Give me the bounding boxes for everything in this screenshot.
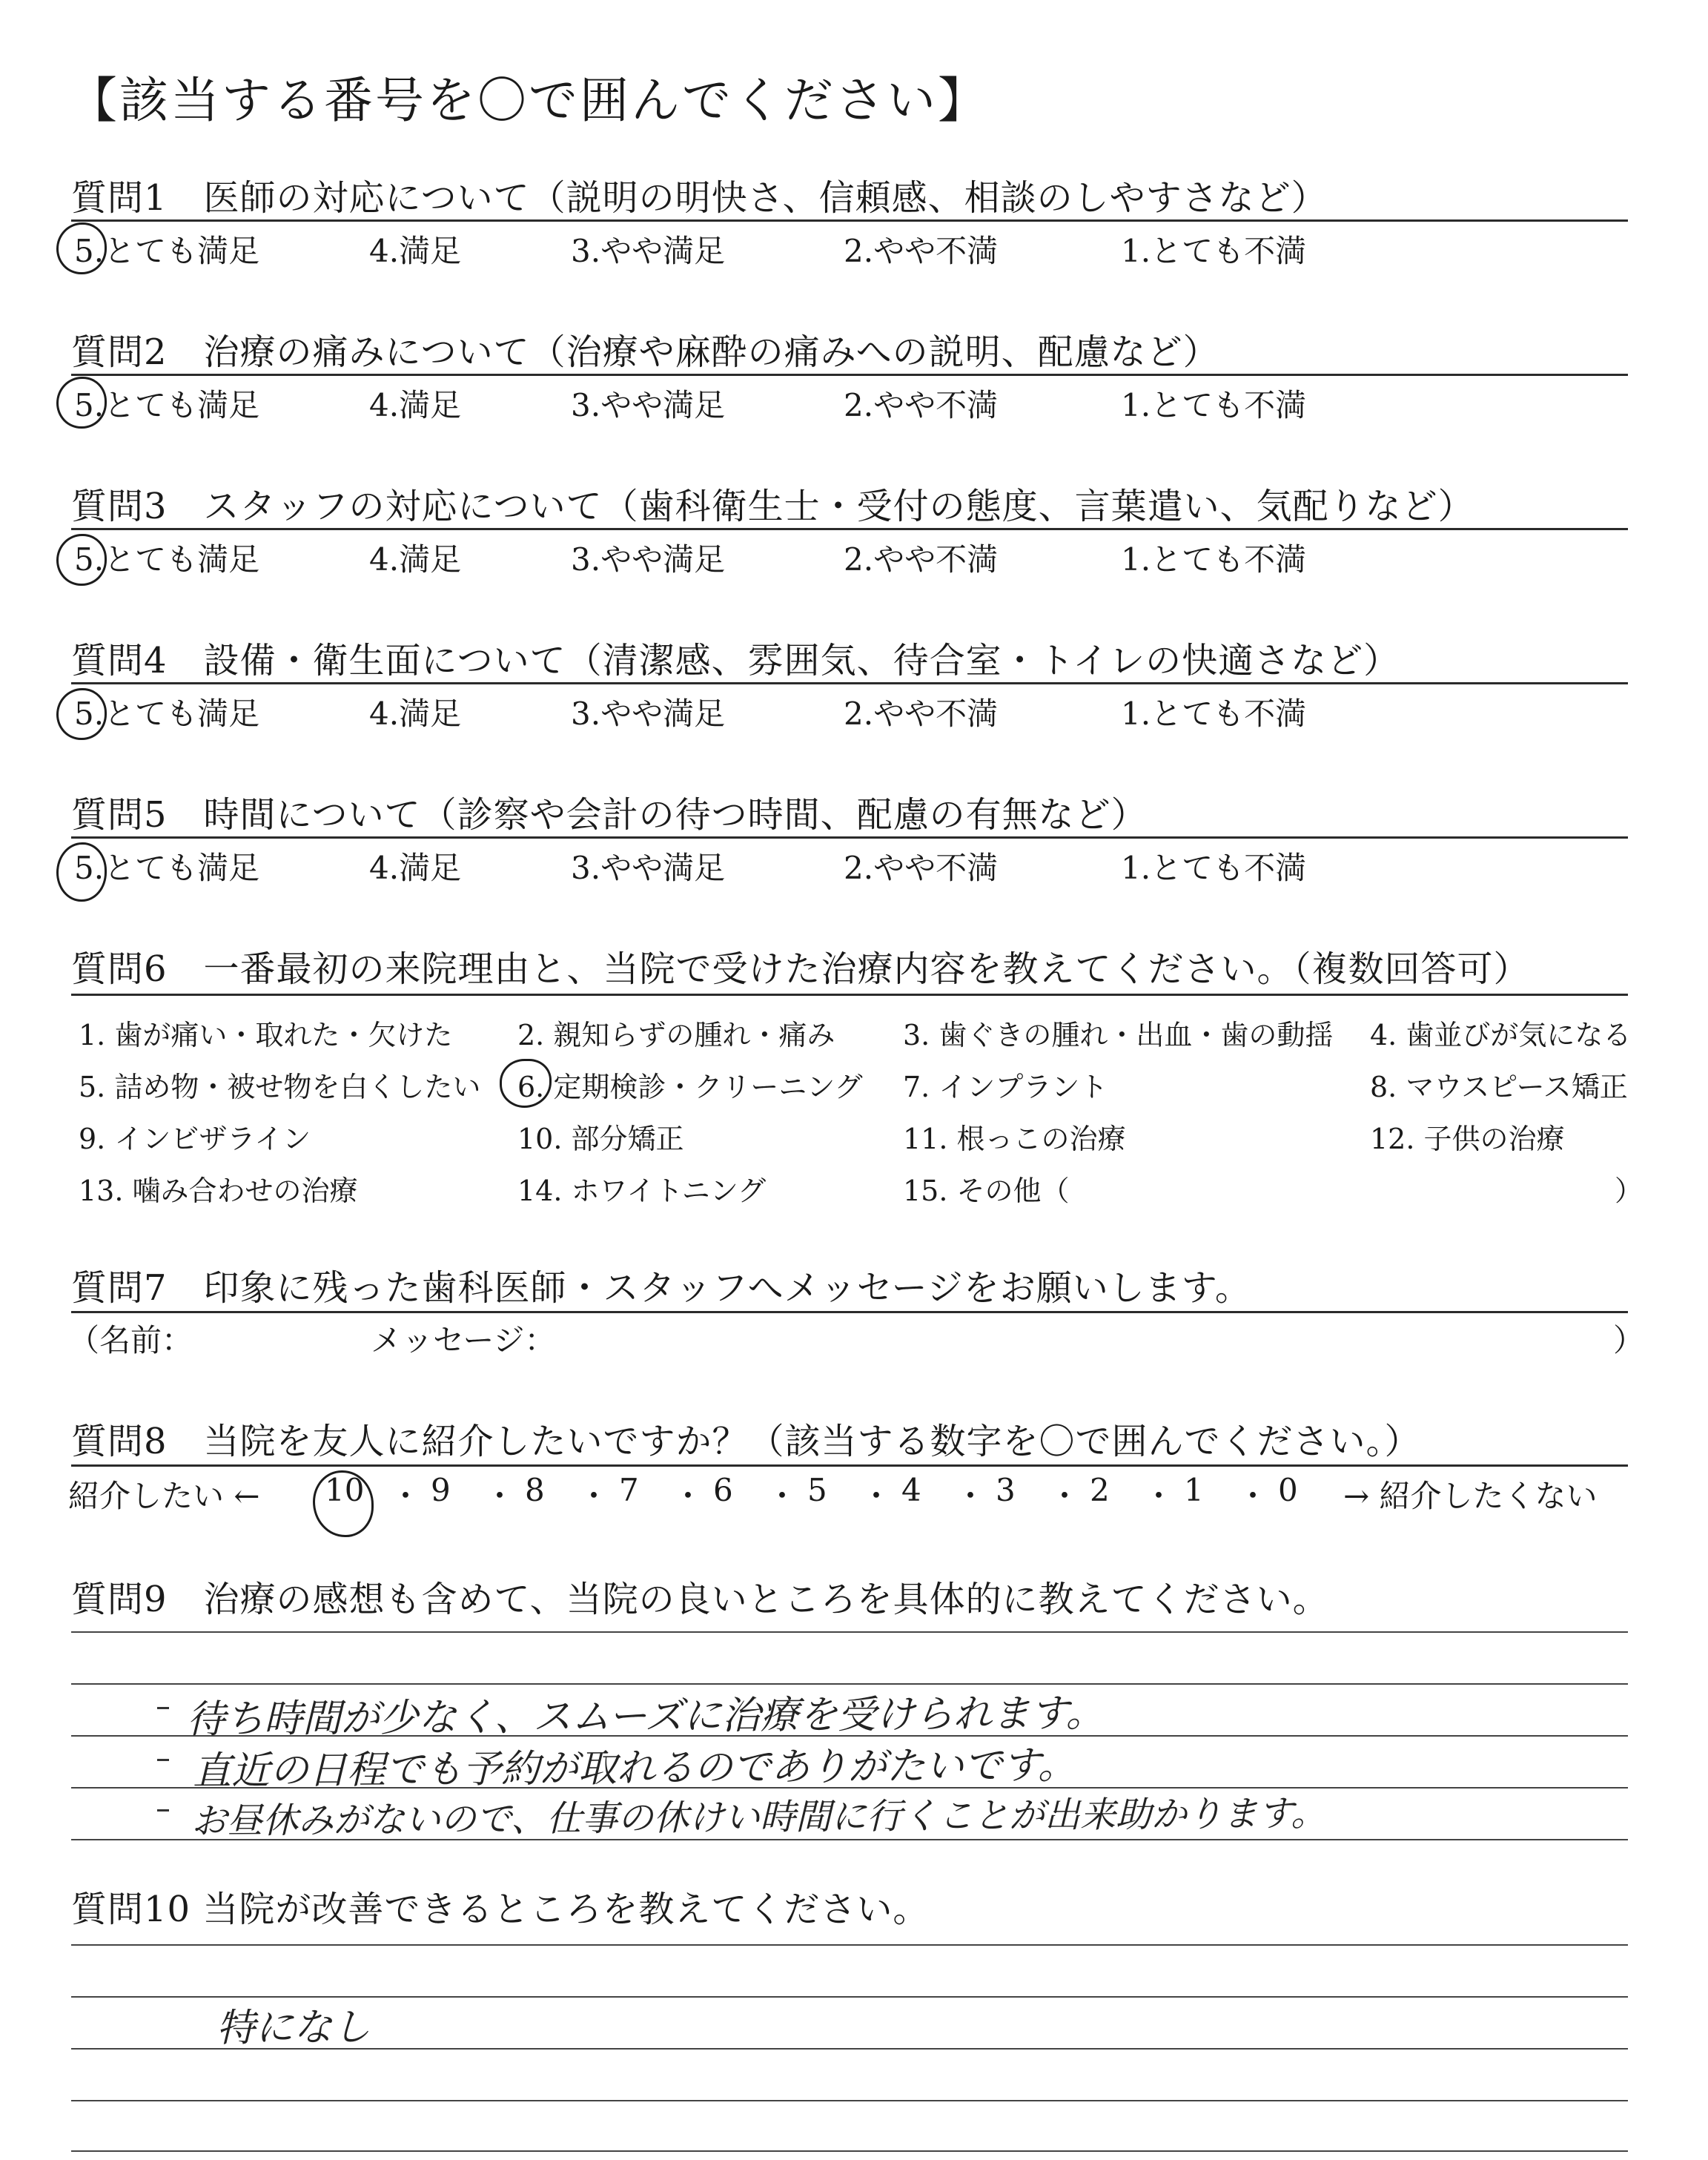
q2-option-5[interactable]: 5.とても満足 bbox=[74, 387, 260, 423]
q8-scale-0[interactable]: 0 bbox=[1278, 1472, 1298, 1508]
q8-scale-separator: ・ bbox=[861, 1478, 893, 1514]
q9-title: 質問9 治療の感想も含めて、当院の良いところを具体的に教えてください。 bbox=[71, 1579, 1329, 1620]
q8-scale-4[interactable]: 4 bbox=[901, 1472, 921, 1508]
q5-title: 質問5 時間について（診察や会計の待つ時間、配慮の有無など） bbox=[71, 794, 1148, 836]
q8-scale-separator: ・ bbox=[1049, 1478, 1081, 1514]
q8-scale-10[interactable]: 10 bbox=[325, 1472, 365, 1508]
q1-option-1[interactable]: 1.とても不満 bbox=[1121, 233, 1307, 269]
q8-scale-separator: ・ bbox=[767, 1478, 798, 1514]
q5-option-3[interactable]: 3.やや満足 bbox=[571, 850, 726, 886]
q4-option-4[interactable]: 4.満足 bbox=[369, 696, 462, 732]
q7-message-label: メッセージ： bbox=[371, 1322, 556, 1358]
q2-option-4[interactable]: 4.満足 bbox=[369, 387, 462, 423]
q8-scale-separator: ・ bbox=[484, 1478, 516, 1514]
q9-answer-1: 待ち時間が少なく、スムーズに治療を受けられます。 bbox=[186, 1691, 1105, 1743]
q7-title: 質問7 印象に残った歯科医師・スタッフへメッセージをお願いします。 bbox=[71, 1267, 1251, 1309]
q6-option-10[interactable]: 10. 部分矯正 bbox=[517, 1123, 684, 1155]
q8-selected-circle bbox=[313, 1470, 374, 1537]
q1-option-3[interactable]: 3.やや満足 bbox=[571, 233, 726, 269]
q6-option-13[interactable]: 13. 噛み合わせの治療 bbox=[79, 1175, 358, 1207]
q3-option-4[interactable]: 4.満足 bbox=[369, 541, 462, 578]
q2-title: 質問2 治療の痛みについて（治療や麻酔の痛みへの説明、配慮など） bbox=[71, 331, 1219, 373]
q3-option-1[interactable]: 1.とても不満 bbox=[1121, 541, 1307, 578]
q4-title: 質問4 設備・衛生面について（清潔感、雰囲気、待合室・トイレの快適さなど） bbox=[71, 640, 1400, 681]
q1-option-2[interactable]: 2.やや不満 bbox=[844, 233, 999, 269]
q5-underline bbox=[71, 836, 1628, 839]
q2-option-3[interactable]: 3.やや満足 bbox=[571, 387, 726, 423]
q10-answer: 特になし bbox=[216, 2005, 371, 2051]
q9-bullet bbox=[157, 1809, 169, 1811]
q7-underline bbox=[71, 1311, 1628, 1313]
q3-selected-circle bbox=[56, 534, 107, 586]
q10-title: 質問10 当院が改善できるところを教えてください。 bbox=[71, 1889, 930, 1930]
q2-selected-circle bbox=[56, 377, 107, 429]
q8-scale-3[interactable]: 3 bbox=[996, 1472, 1016, 1508]
q8-scale-separator: ・ bbox=[578, 1478, 610, 1514]
q6-title: 質問6 一番最初の来院理由と、当院で受けた治療内容を教えてください。（複数回答可） bbox=[71, 948, 1530, 990]
q6-option-12[interactable]: 12. 子供の治療 bbox=[1370, 1123, 1565, 1155]
q9-answer-2: 直近の日程でも予約が取れるのでありがたいです。 bbox=[192, 1743, 1077, 1794]
q1-option-5[interactable]: 5.とても満足 bbox=[74, 233, 260, 269]
q5-option-1[interactable]: 1.とても不満 bbox=[1121, 850, 1307, 886]
q8-scale-separator: ・ bbox=[1237, 1478, 1269, 1514]
q4-option-1[interactable]: 1.とても不満 bbox=[1121, 696, 1307, 732]
q6-option-11[interactable]: 11. 根っこの治療 bbox=[903, 1123, 1126, 1155]
q6-option-9[interactable]: 9. インビザライン bbox=[79, 1123, 311, 1155]
q4-option-2[interactable]: 2.やや不満 bbox=[844, 696, 999, 732]
q6-option-2[interactable]: 2. 親知らずの腫れ・痛み bbox=[517, 1019, 835, 1051]
q10-rule bbox=[71, 2100, 1628, 2101]
q6-option-14[interactable]: 14. ホワイトニング bbox=[517, 1175, 767, 1207]
q8-scale-separator: ・ bbox=[390, 1478, 422, 1514]
q9-bullet bbox=[157, 1759, 169, 1761]
q9-answer-3: お昼休みがないので、仕事の休けい時間に行くことが出来助かります。 bbox=[191, 1792, 1327, 1843]
q6-option-4[interactable]: 4. 歯並びが気になる bbox=[1370, 1019, 1632, 1051]
q8-scale-1[interactable]: 1 bbox=[1184, 1472, 1204, 1508]
q4-selected-circle bbox=[56, 688, 107, 740]
q8-scale-separator: ・ bbox=[1143, 1478, 1175, 1514]
q8-scale-8[interactable]: 8 bbox=[525, 1472, 545, 1508]
q5-option-4[interactable]: 4.満足 bbox=[369, 850, 462, 886]
q8-scale-7[interactable]: 7 bbox=[619, 1472, 639, 1508]
q8-title: 質問8 当院を友人に紹介したいですか？（該当する数字を〇で囲んでください。） bbox=[71, 1421, 1421, 1462]
q2-underline bbox=[71, 374, 1628, 376]
q6-option-15[interactable]: 15. その他（ bbox=[903, 1175, 1070, 1207]
q1-selected-circle bbox=[56, 222, 107, 274]
q6-option-1[interactable]: 1. 歯が痛い・取れた・欠けた bbox=[79, 1019, 453, 1051]
q8-left-label: 紹介したい ← bbox=[68, 1478, 260, 1514]
q5-option-2[interactable]: 2.やや不満 bbox=[844, 850, 999, 886]
q10-rule bbox=[71, 2150, 1628, 2152]
q8-scale-2[interactable]: 2 bbox=[1090, 1472, 1110, 1508]
q9-bullet bbox=[157, 1707, 169, 1709]
q6-option-8[interactable]: 8. マウスピース矯正 bbox=[1370, 1071, 1628, 1103]
q3-underline bbox=[71, 528, 1628, 530]
q6-option-5[interactable]: 5. 詰め物・被せ物を白くしたい bbox=[79, 1071, 481, 1103]
q6-underline bbox=[71, 994, 1628, 996]
q8-underline bbox=[71, 1464, 1628, 1467]
q3-option-5[interactable]: 5.とても満足 bbox=[74, 541, 260, 578]
q8-scale-6[interactable]: 6 bbox=[713, 1472, 733, 1508]
q7-name-label: （名前： bbox=[68, 1322, 193, 1358]
q8-scale-9[interactable]: 9 bbox=[431, 1472, 451, 1508]
q1-underline bbox=[71, 219, 1628, 222]
q4-option-5[interactable]: 5.とても満足 bbox=[74, 696, 260, 732]
q8-scale-5[interactable]: 5 bbox=[807, 1472, 827, 1508]
q2-option-1[interactable]: 1.とても不満 bbox=[1121, 387, 1307, 423]
q3-option-2[interactable]: 2.やや不満 bbox=[844, 541, 999, 578]
q5-option-5[interactable]: 5.とても満足 bbox=[74, 850, 260, 886]
form-heading: 【該当する番号を〇で囲んでください】 bbox=[68, 72, 989, 129]
q3-title: 質問3 スタッフの対応について（歯科衛生士・受付の態度、言葉遣い、気配りなど） bbox=[71, 486, 1474, 527]
q6-option-3[interactable]: 3. 歯ぐきの腫れ・出血・歯の動揺 bbox=[903, 1019, 1334, 1051]
q6-option-7[interactable]: 7. インプラント bbox=[903, 1071, 1108, 1103]
q8-scale-separator: ・ bbox=[672, 1478, 704, 1514]
q6-option-6[interactable]: 6. 定期検診・クリーニング bbox=[517, 1071, 863, 1103]
q8-right-label: → 紹介したくない bbox=[1343, 1478, 1598, 1514]
q5-selected-circle bbox=[56, 842, 107, 902]
q8-scale-separator: ・ bbox=[955, 1478, 987, 1514]
q1-title: 質問1 医師の対応について（説明の明快さ、信頼感、相談のしやすさなど） bbox=[71, 177, 1328, 219]
q10-rule bbox=[71, 1944, 1628, 1946]
q4-option-3[interactable]: 3.やや満足 bbox=[571, 696, 726, 732]
q6-option-15-close: ） bbox=[1615, 1175, 1644, 1207]
q7-close-paren: ） bbox=[1613, 1322, 1645, 1358]
q3-option-3[interactable]: 3.やや満足 bbox=[571, 541, 726, 578]
q1-option-4[interactable]: 4.満足 bbox=[369, 233, 462, 269]
q9-rule bbox=[71, 1631, 1628, 1633]
q4-underline bbox=[71, 682, 1628, 684]
q2-option-2[interactable]: 2.やや不満 bbox=[844, 387, 999, 423]
